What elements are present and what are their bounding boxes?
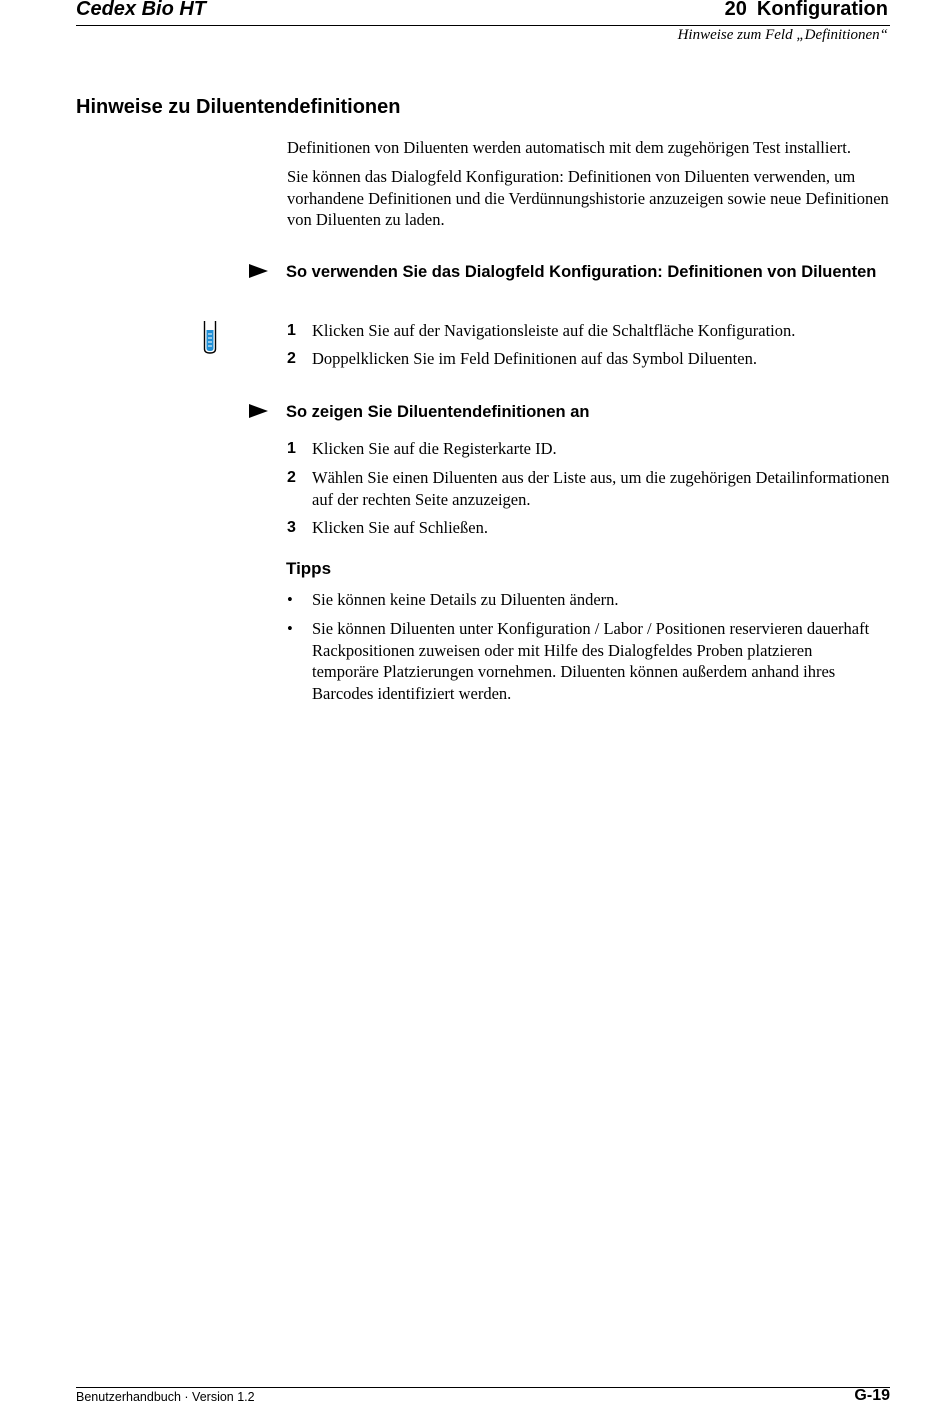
step-number: 2 [287, 469, 296, 486]
step-text: Klicken Sie auf Schließen. [312, 518, 488, 537]
page-number: G-19 [854, 1387, 890, 1404]
chapter-title: Konfiguration [756, 0, 888, 20]
bullet-icon: • [287, 619, 293, 638]
step-number: 3 [287, 519, 296, 536]
description-paragraph: Sie können das Dialogfeld Konfiguration: Definitionen von Diluenten verwenden, um vorhandene Definitionen und die Verdünnungshistorie anzuzeigen sowie neue Definitionen von Diluenten zu laden. [287, 167, 889, 229]
section-title: Hinweise zu Diluentendefinitionen [76, 96, 401, 118]
header-subtitle: Hinweise zum Feld „Definitionen“ [677, 27, 888, 43]
procedure-arrow-icon [249, 264, 268, 278]
procedure-title: So verwenden Sie das Dialogfeld Konfiguration: Definitionen von Diluenten [286, 263, 877, 281]
step-number: 1 [287, 440, 296, 457]
bullet-icon: • [287, 590, 293, 609]
chapter-number: 20 [724, 0, 747, 20]
product-name: Cedex Bio HT [76, 0, 207, 20]
tip-text: Sie können Diluenten unter Konfiguration / Labor / Positionen reservieren dauerhaft Rackpositionen zuweisen oder mit Hilfe des Dialogfeldes Proben platzieren temporäre Platzierungen vornehmen. Diluenten können außerdem anhand ihres Barcodes identifiziert werden. [312, 619, 870, 703]
footer-rule [76, 1387, 890, 1388]
footer-manual-version: Benutzerhandbuch · Version 1.2 [76, 1390, 255, 1404]
tip-text: Sie können keine Details zu Diluenten ändern. [312, 590, 619, 609]
chapter-heading [725, 0, 888, 21]
procedure-title: So zeigen Sie Diluentendefinitionen an [286, 403, 590, 421]
step-text: Klicken Sie auf der Navigationsleiste auf die Schaltfläche Konfiguration. [312, 321, 796, 340]
intro-paragraph: Definitionen von Diluenten werden automatisch mit dem zugehörigen Test installiert. [287, 138, 851, 157]
procedure-arrow-icon [249, 404, 268, 418]
step-number: 1 [287, 322, 296, 339]
test-tube-icon [203, 320, 217, 354]
header-rule [76, 25, 890, 26]
step-text: Doppelklicken Sie im Feld Definitionen auf das Symbol Diluenten. [312, 349, 757, 368]
step-text: Wählen Sie einen Diluenten aus der Liste aus, um die zugehörigen Detailinformationen auf der rechten Seite anzuzeigen. [312, 468, 890, 509]
tips-heading: Tipps [286, 559, 332, 578]
step-text: Klicken Sie auf die Registerkarte ID. [312, 439, 557, 458]
step-number: 2 [287, 350, 296, 367]
